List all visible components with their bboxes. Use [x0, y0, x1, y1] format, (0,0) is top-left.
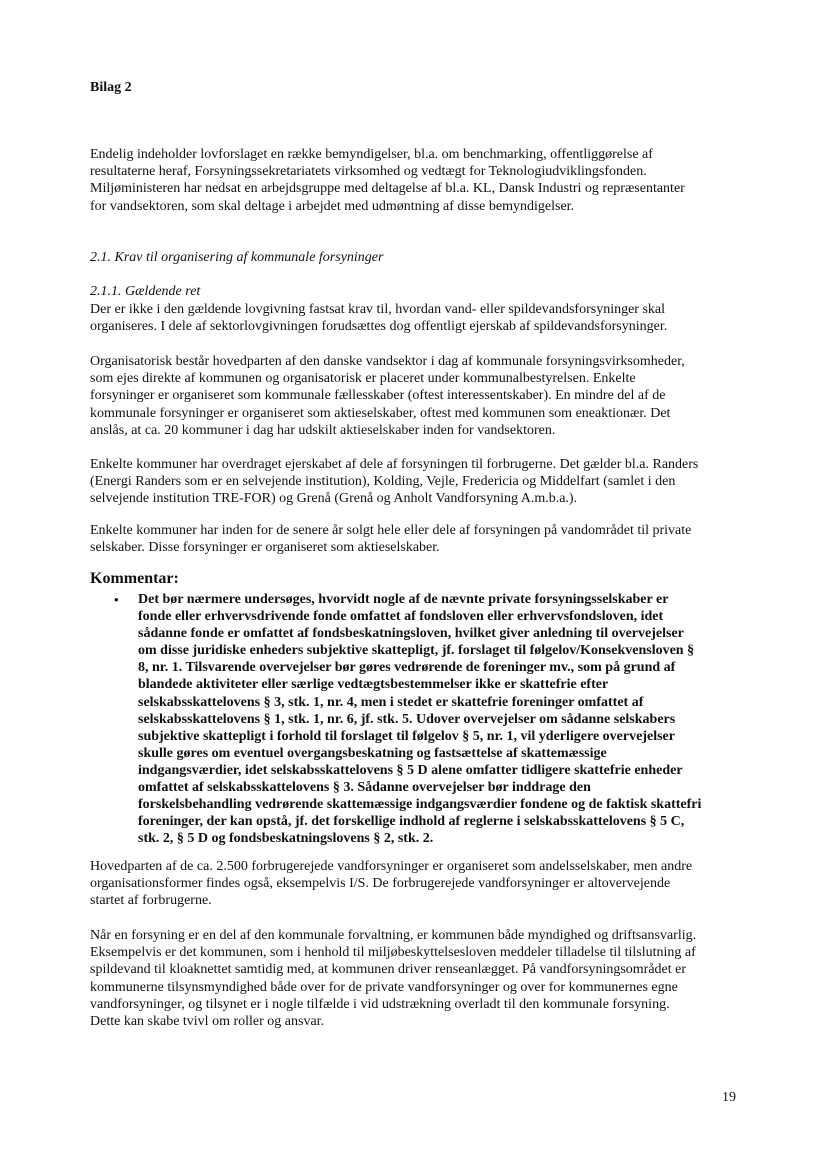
text-line: selskaber. Disse forsyninger er organiseret som aktieselskaber. [90, 540, 440, 556]
text-line: Hovedparten af de ca. 2.500 forbrugerejede vandforsyninger er organiseret som andelsselskaber, men andre [90, 859, 693, 874]
body-paragraph [90, 301, 750, 335]
comment-line: blandede aktiviteter eller særlige vedtægtsbestemmelser ikke er skattefrie efter [138, 677, 609, 693]
comment-line: fonde eller erhvervsdrivende fonde omfattet af fondsloven eller erhvervsfondsloven, idet [138, 609, 664, 625]
text-line: Eksempelvis er det kommunen, som i henhold til miljøbeskyttelsesloven meddeler tilladelse til tilslutning af [90, 945, 696, 961]
comment-line: stk. 2, § 5 D og fondsbeskatningslovens § 2, stk. 2. [138, 831, 434, 847]
page-heading: Bilag 2 [90, 80, 132, 95]
intro-paragraph [90, 146, 750, 215]
text-line: Organisatorisk består hovedparten af den danske vandsektor i dag af kommunale forsyningsvirksomheder, [90, 354, 685, 369]
text-line: Når en forsyning er en del af den kommunale forvaltning, er kommunen både myndighed og driftsansvarlig. [90, 928, 697, 943]
bullet-icon: • [114, 592, 119, 607]
text-line: selvejende institution TRE-FOR) og Grenå (Grenå og Anholt Vandforsyning A.m.b.a.). [90, 491, 578, 507]
body-paragraph [90, 858, 750, 910]
text-line: resultaterne heraf, Forsyningssekretariatets virksomhed og vedtægt for Teknologiudviklingsfonden. [90, 164, 647, 180]
body-paragraph [90, 927, 750, 1030]
comment-line: forskelsbehandling vedrørende skattemæssige indgangsværdier fondene og de faktisk skattefri [138, 797, 702, 813]
text-line: Enkelte kommuner har overdraget ejerskabet af dele af forsyningen til forbrugerne. Det gælder bl.a. Randers [90, 457, 699, 472]
comment-line: selskabsskattelovens § 1, stk. 1, nr. 6, jf. stk. 5. Udover overvejelser om sådanne selskabers [138, 711, 676, 727]
text-line: kommunerne tilsynsmyndighed både over for de private vandforsyninger og over for kommunernes egne [90, 979, 678, 995]
comment-list [114, 591, 738, 847]
body-paragraph [90, 353, 750, 439]
comment-line: skulle gøres om eventuel overgangsbeskatning og fastsættelse af skattemæssige [138, 745, 607, 761]
text-line: for vandsektoren, som skal deltage i arbejdet med udmøntning af disse bemyndigelser. [90, 198, 575, 214]
comment-line: indgangsværdier, idet selskabsskattelovens § 5 D alene omfatter tidligere skattefrie enheder [138, 762, 683, 778]
comment-line: omfattet af selskabsskattelovens § 3. Sådanne overvejelser bør inddrage den [138, 780, 591, 796]
text-line: Dette kan skabe tvivl om roller og ansvar. [90, 1014, 325, 1030]
body-paragraph [90, 522, 750, 556]
comment-title: Kommentar: [90, 570, 179, 587]
text-line: forsyninger er organiseret som kommunale fællesskaber (oftest interessentskaber). En mindre del af de [90, 388, 666, 404]
text-line: anslås, at ca. 20 kommuner i dag har udskilt aktieselskaber inden for vandsektoren. [90, 422, 556, 438]
subsection-heading: 2.1.1. Gældende ret [90, 284, 201, 299]
text-line: organiseres. I dele af sektorlovgivningen forudsættes dog offentligt ejerskab af spildevandsforsyninger. [90, 319, 668, 335]
comment-line: selskabsskattelovens § 3, stk. 1, nr. 4, men i stedet er skattefrie foreninger omfattet af [138, 694, 644, 710]
text-line: (Energi Randers som er en selvejende institution), Kolding, Vejle, Fredericia og Middelfart (samlet i den [90, 474, 676, 490]
text-line: Endelig indeholder lovforslaget en række bemyndigelser, bl.a. om benchmarking, offentliggørelse af [90, 147, 653, 162]
page-number: 19 [722, 1090, 736, 1105]
text-line: organisationsformer findes også, eksempelvis I/S. De forbrugerejede vandforsyninger er altovervejende [90, 876, 671, 892]
text-line: Der er ikke i den gældende lovgivning fastsat krav til, hvordan vand- eller spildevandsforsyninger skal [90, 302, 666, 317]
comment-line: om disse juridiske enheders subjektive skattepligt, jf. forslaget til følgelov/Konsekvensloven § [138, 643, 695, 659]
comment-line: 8, nr. 1. Tilsvarende overvejelser bør gøres vedrørende de foreninger mv., som på grund af [138, 660, 676, 676]
comment-line: foreninger, der kan opstå, jf. det forskellige indhold af reglerne i selskabsskattelovens § 5 C, [138, 814, 685, 830]
comment-line: Det bør nærmere undersøges, hvorvidt nogle af de nævnte private forsyningsselskaber er [138, 592, 669, 607]
comment-line: sådanne fonde er omfattet af fondsbeskatningsloven, hvilket giver anledning til overvejelser [138, 626, 684, 642]
text-line: Miljøministeren har nedsat en arbejdsgruppe med deltagelse af bl.a. KL, Dansk Industri og repræsentanter [90, 181, 685, 197]
body-paragraph [90, 456, 750, 508]
comment-line: subjektive skattepligt i forhold til forslaget til følgelov § 5, nr. 1, vil yderligere overvejelser [138, 728, 675, 744]
text-line: spildevand til kloaknettet samtidig med, at kommunen driver renseanlægget. På vandforsyningsområdet er [90, 962, 687, 978]
text-line: kommunale forsyninger er organiseret som aktieselskaber, oftest med kommunen som eneaktionær. Det [90, 405, 671, 421]
text-line: som ejes direkte af kommunen og organisatorisk er placeret under kommunalbestyrelsen. Enkelte [90, 371, 636, 387]
text-line: startet af forbrugerne. [90, 893, 212, 909]
text-line: Enkelte kommuner har inden for de senere år solgt hele eller dele af forsyningen på vandområdet til private [90, 523, 692, 538]
section-heading: 2.1. Krav til organisering af kommunale forsyninger [90, 250, 384, 265]
text-line: vandforsyninger, og tilsynet er i nogle tilfælde i vid udstrækning overladt til den kommunale forsyning. [90, 996, 670, 1012]
